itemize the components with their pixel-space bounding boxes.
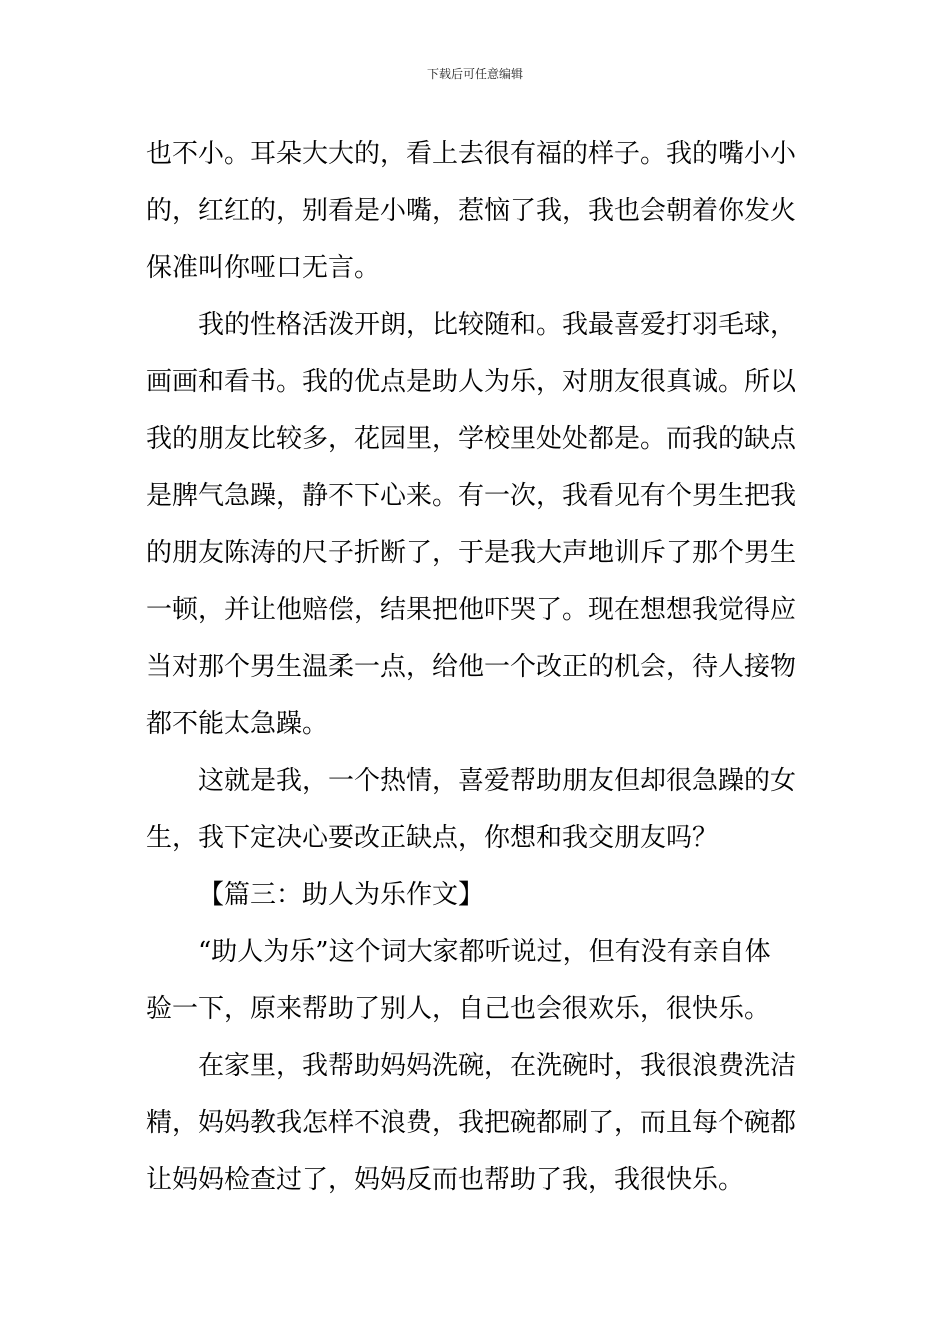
text-line: 我的朋友比较多，花园里，学校里处处都是。而我的缺点: [146, 424, 797, 454]
paragraph-4: [146, 924, 812, 1038]
paragraph-2: [146, 297, 812, 753]
text-line: 生，我下定决心要改正缺点，你想和我交朋友吗？: [146, 823, 719, 853]
text-line: 画画和看书。我的优点是助人为乐，对朋友很真诚。所以: [146, 367, 797, 397]
page-header: 下载后可任意编辑: [426, 67, 523, 81]
text-line: 一顿，并让他赔偿，结果把他吓哭了。现在想想我觉得应: [146, 595, 797, 625]
text-line: “助人为乐”这个词大家都听说过，但有没有亲自体: [198, 937, 771, 967]
text-line: 精，妈妈教我怎样不浪费，我把碗都刷了，而且每个碗都: [146, 1108, 797, 1138]
paragraph-3: [146, 753, 812, 867]
text-line: 也不小。耳朵大大的，看上去很有福的样子。我的嘴小小: [146, 139, 797, 169]
text-line: 让妈妈检查过了，妈妈反而也帮助了我，我很快乐。: [146, 1165, 745, 1195]
text-line: 我的性格活泼开朗，比较随和。我最喜爱打羽毛球，: [198, 310, 797, 340]
text-line: 这就是我，一个热情，喜爱帮助朋友但却很急躁的女: [198, 766, 797, 796]
text-line: 验一下，原来帮助了别人，自己也会很欢乐，很快乐。: [146, 994, 771, 1024]
section-heading: [146, 867, 812, 924]
text-line: 在家里，我帮助妈妈洗碗，在洗碗时，我很浪费洗洁: [198, 1051, 797, 1081]
text-line: 的朋友陈涛的尺子折断了，于是我大声地训斥了那个男生: [146, 538, 797, 568]
text-line: 的，红红的，别看是小嘴，惹恼了我，我也会朝着你发火: [146, 196, 797, 226]
paragraph-5: [146, 1038, 812, 1209]
section-title: 【篇三：助人为乐作文】: [198, 880, 485, 910]
text-line: 是脾气急躁，静不下心来。有一次，我看见有个男生把我: [146, 481, 797, 511]
text-line: 都不能太急躁。: [146, 709, 329, 739]
text-line: 当对那个男生温柔一点，给他一个改正的机会，待人接物: [146, 652, 797, 682]
paragraph-1: [146, 126, 812, 297]
document-body: [146, 126, 812, 1209]
text-line: 保准叫你哑口无言。: [146, 253, 381, 283]
